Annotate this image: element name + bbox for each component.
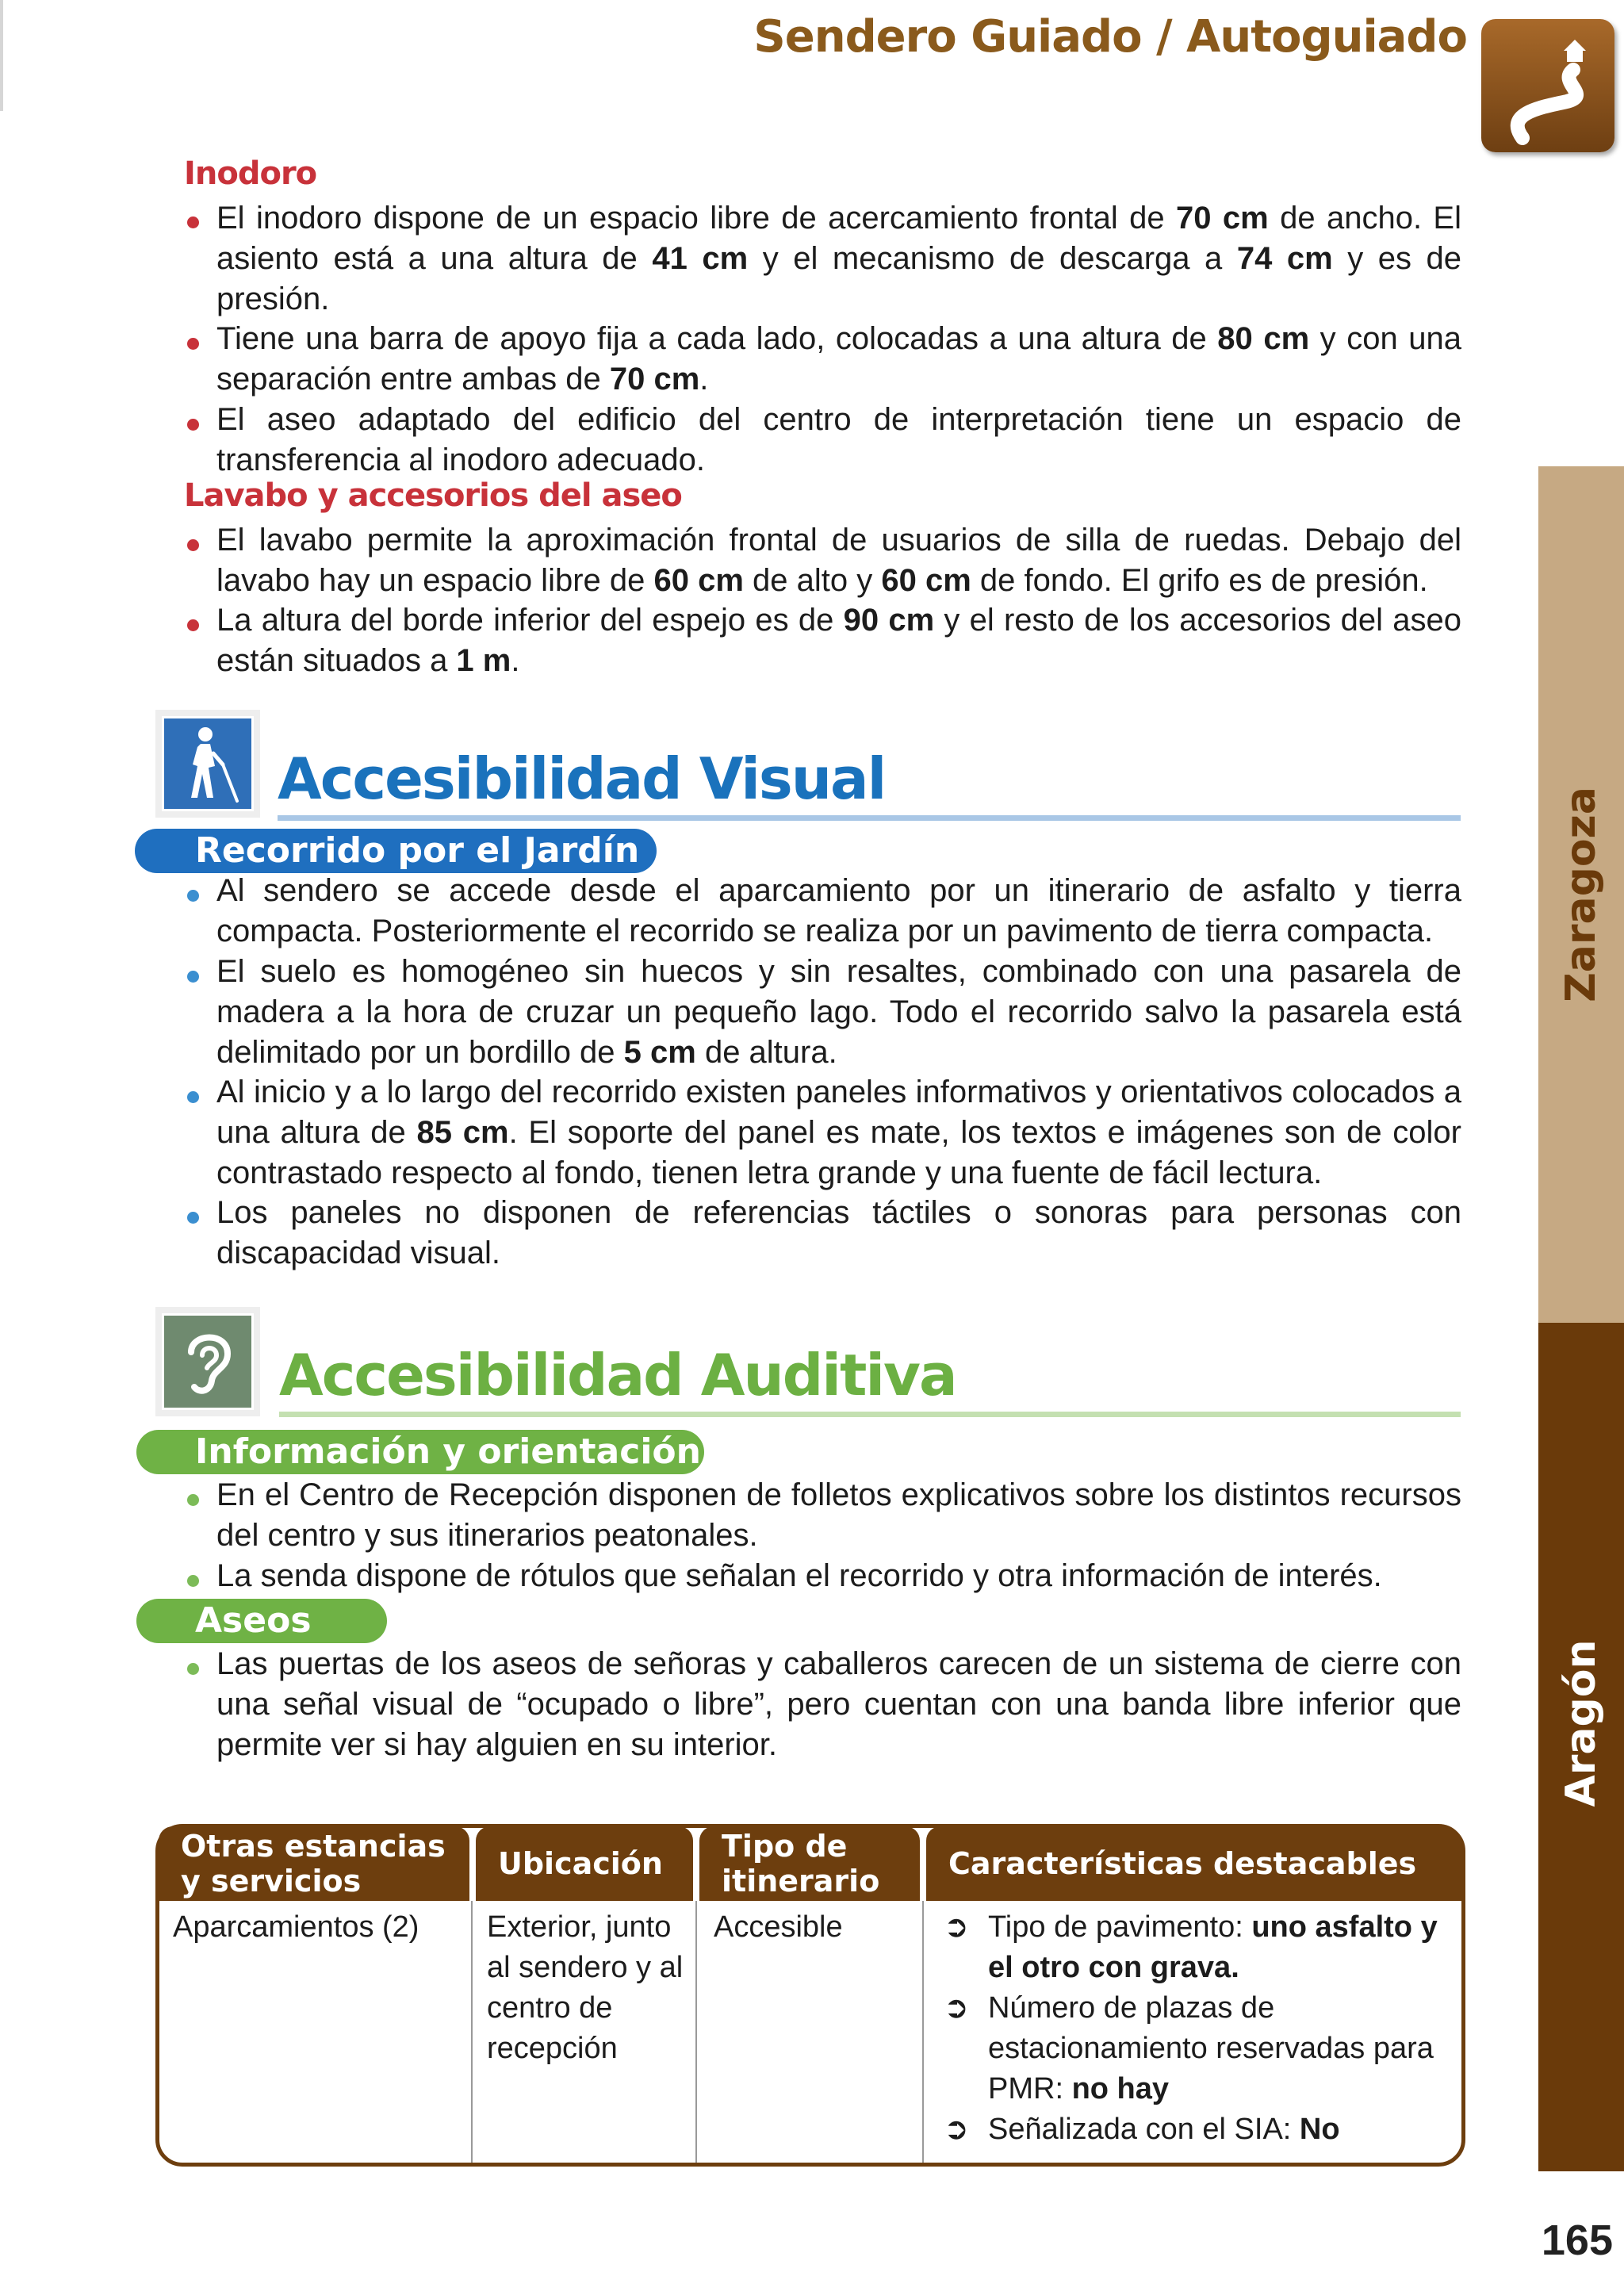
caracteristica-value: uno asfalto y el otro con grava. <box>988 1910 1438 1984</box>
auditiva-bullet-2: La senda dispone de rótulos que señalan el recorrido y otra información de interés. <box>216 1558 1382 1593</box>
auditiva-section-heading: Accesibilidad Auditiva <box>279 1342 956 1408</box>
bullet-dot <box>187 216 199 228</box>
table-header-ubicacion-label: Ubicación <box>498 1846 663 1881</box>
auditiva-bullet-3: Las puertas de los aseos de señoras y caballeros carecen de un sistema de cierre con una señal visual de “ocupado o libre”, pero cuentan con una banda libre inferior que permite ver si hay alguien en su interior. <box>216 1646 1461 1762</box>
bullet-dot <box>187 1663 199 1675</box>
blind-person-icon-graphic <box>164 718 251 809</box>
inodoro-bullet-2: Tiene una barra de apoyo fija a cada lado, colocadas a una altura de 80 cm y con una separación entre ambas de 70 cm. <box>216 321 1461 397</box>
bullet-dot <box>187 539 199 551</box>
auditiva-subtitle-pill-info: Información y orientación <box>136 1430 704 1474</box>
caracteristica-value: No <box>1299 2113 1340 2146</box>
ear-hearing-icon-graphic <box>164 1316 251 1408</box>
bullet-dot <box>187 1494 199 1506</box>
table-header-estancias-l1: Otras estancias <box>181 1829 446 1864</box>
visual-bullet-4: Los paneles no disponen de referencias táctiles o sonoras para personas con discapacidad visual. <box>216 1195 1461 1270</box>
caracteristica-item <box>944 1988 1459 2109</box>
side-bar-province <box>1538 466 1624 1323</box>
inodoro-bullet-1: El inodoro dispone de un espacio libre de acercamiento frontal de 70 cm de ancho. El asiento está a una altura de 41 cm y el mecanismo de descarga a 74 cm y es de presión. <box>216 201 1462 316</box>
table-column-separator <box>695 1901 697 2163</box>
visual-bullet-2: El suelo es homogéneo sin huecos y sin resaltes, combinado con una pasarela de madera a la hora de cruzar un pequeño lago. Todo el recorrido salvo la pasarela está delimitado por un bordillo de 5 cm de altura. <box>216 954 1461 1070</box>
auditiva-heading-rule <box>279 1412 1461 1417</box>
table-cell-caracteristicas <box>944 1907 1459 2150</box>
ear-hearing-icon-badge <box>162 1313 254 1410</box>
section-title-lavabo: Lavabo y accesorios del aseo <box>184 477 682 514</box>
inodoro-bullet-3: El aseo adaptado del edificio del centro de interpretación tiene un espacio de transferencia al inodoro adecuado. <box>216 402 1461 477</box>
table-header-estancias <box>159 1826 469 1901</box>
home-trail-icon[interactable] <box>1481 19 1614 152</box>
visual-bullet-1: Al sendero se accede desde el aparcamiento por un itinerario de asfalto y tierra compacta. Posteriormente el recorrido se realiza por un pavimento de tierra compacta. <box>216 873 1461 948</box>
caracteristica-item <box>944 2109 1459 2150</box>
caracteristica-text: Tipo de pavimento: <box>988 1910 1252 1944</box>
table-cell-ubicacion: Exterior, junto al sendero y al centro de recepción <box>487 1910 684 2065</box>
visual-bullet-3: Al inicio y a lo largo del recorrido existen paneles informativos y orientativos colocados a una altura de 85 cm. El soporte del panel es mate, los textos e imágenes son de color contrastado respecto al fondo, tienen letra grande y una fuente de fácil lectura. <box>216 1075 1461 1190</box>
table-header-tipo <box>699 1826 920 1901</box>
arrow-icon: ➲ <box>944 1991 969 2025</box>
table-column-separator <box>922 1901 924 2163</box>
page-number: 165 <box>1541 2217 1613 2264</box>
blind-person-icon <box>155 710 260 818</box>
bullet-dot <box>187 1212 199 1224</box>
left-margin-rule <box>0 0 3 111</box>
visual-heading-rule <box>278 815 1461 821</box>
bullet-dot <box>187 1091 199 1103</box>
home-trail-icon-graphic <box>1481 19 1614 152</box>
lavabo-bullet-2: La altura del borde inferior del espejo es de 90 cm y el resto de los accesorios del aseo están situados a 1 m. <box>216 603 1461 678</box>
table-header-caracteristicas <box>926 1826 1462 1901</box>
bullet-dot <box>187 971 199 983</box>
table-cell-tipo: Accesible <box>714 1910 843 1944</box>
bullet-dot <box>187 1575 199 1587</box>
table-column-separator <box>471 1901 473 2163</box>
arrow-icon: ➲ <box>944 2113 969 2146</box>
side-label-region: Aragón <box>1557 1639 1605 1807</box>
side-bar-region <box>1538 1323 1624 2171</box>
page-header-title: Sendero Guiado / Autoguiado <box>753 11 1467 63</box>
table-header-estancias-l2: y servicios <box>181 1864 362 1899</box>
ear-hearing-icon <box>155 1307 260 1416</box>
section-title-inodoro: Inodoro <box>184 155 317 192</box>
visual-subtitle-pill: Recorrido por el Jardín <box>135 829 657 873</box>
blind-person-icon-badge <box>162 716 254 811</box>
caracteristica-text: Número de plazas de estacionamiento reservadas para PMR: <box>988 1991 1434 2105</box>
auditiva-bullet-1: En el Centro de Recepción disponen de folletos explicativos sobre los distintos recursos del centro y sus itinerarios peatonales. <box>216 1477 1461 1553</box>
table-cell-estancia: Aparcamientos (2) <box>173 1910 419 1944</box>
caracteristica-value: no hay <box>1071 2072 1170 2105</box>
table-header-caracteristicas-label: Características destacables <box>948 1846 1417 1881</box>
caracteristica-item <box>944 1907 1459 1988</box>
bullet-dot <box>187 419 199 431</box>
bullet-dot <box>187 619 199 631</box>
table-header-tipo-l2: itinerario <box>722 1864 880 1899</box>
auditiva-subtitle-pill-aseos: Aseos <box>136 1599 387 1643</box>
lavabo-bullet-1: El lavabo permite la aproximación frontal de usuarios de silla de ruedas. Debajo del lavabo hay un espacio libre de 60 cm de alto y 60 cm de fondo. El grifo es de presión. <box>216 523 1461 598</box>
side-label-province: Zaragoza <box>1557 787 1605 1002</box>
table-header-tipo-l1: Tipo de <box>722 1829 848 1864</box>
arrow-icon: ➲ <box>944 1910 969 1944</box>
visual-section-heading: Accesibilidad Visual <box>278 745 886 812</box>
table-header-ubicacion <box>476 1826 693 1901</box>
bullet-dot <box>187 338 199 350</box>
caracteristica-text: Señalizada con el SIA: <box>988 2113 1300 2146</box>
bullet-dot <box>187 890 199 902</box>
